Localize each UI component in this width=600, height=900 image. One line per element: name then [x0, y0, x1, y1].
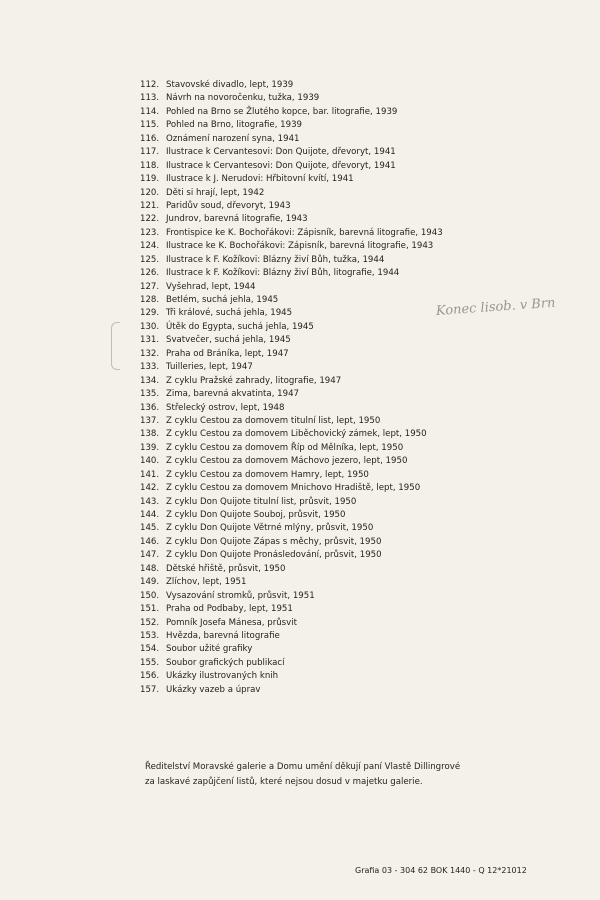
catalog-item-number: 127.	[140, 281, 160, 292]
catalog-item-title: Praha od Bráníka, lept, 1947	[166, 348, 289, 359]
catalog-item-title: Z cyklu Cestou za domovem Mnichovo Hradiště, lept, 1950	[166, 483, 421, 494]
catalog-item	[140, 213, 500, 226]
catalog-item-number: 133.	[140, 362, 160, 373]
catalog-item	[140, 509, 500, 522]
catalog-item-number: 125.	[140, 254, 160, 265]
catalog-item-number: 141.	[140, 469, 160, 480]
catalog-item-number: 151.	[140, 604, 160, 615]
catalog-item	[140, 536, 500, 549]
catalog-item-number: 115.	[140, 120, 160, 131]
catalog-item-number: 137.	[140, 415, 160, 426]
catalog-item-title: Z cyklu Cestou za domovem Hamry, lept, 1950	[166, 469, 369, 480]
catalog-item	[140, 321, 500, 334]
catalog-item	[140, 428, 500, 441]
catalog-item-number: 147.	[140, 550, 160, 561]
catalog-item	[140, 590, 500, 603]
catalog-item-title: Zima, barevná akvatinta, 1947	[166, 389, 300, 400]
catalog-item	[140, 267, 500, 280]
catalog-item	[140, 375, 500, 388]
catalog-item-number: 131.	[140, 335, 160, 346]
catalog-item-title: Ilustrace ke K. Bochořákovi: Zápisník, barevná litografie, 1943	[166, 241, 434, 252]
catalog-item-title: Střelecký ostrov, lept, 1948	[166, 402, 285, 413]
catalog-item-title: Z cyklu Don Quijote Pronásledování, průsvit, 1950	[166, 550, 382, 561]
catalog-item	[140, 240, 500, 253]
catalog-item-number: 138.	[140, 429, 160, 440]
catalog-item	[140, 643, 500, 656]
catalog-item-number: 144.	[140, 510, 160, 520]
catalog-item	[140, 119, 500, 132]
catalog-item-number: 123.	[140, 227, 160, 238]
catalog-item-title: Z cyklu Don Quijote Zápas s měchy, průsvit, 1950	[166, 536, 382, 547]
pencil-bracket-mark	[111, 322, 120, 370]
catalog-item-title: Ilustrace k Cervantesovi: Don Quijote, dřevoryt, 1941	[166, 160, 396, 171]
catalog-item-title: Soubor užité grafiky	[166, 644, 253, 655]
catalog-item-title: Praha od Podbaby, lept, 1951	[166, 604, 293, 615]
catalog-item	[140, 455, 500, 468]
catalog-item-number: 148.	[140, 563, 160, 574]
acknowledgement-line-2: za laskavé zapůjčení listů, které nejsou dosud v majetku galerie.	[145, 777, 423, 787]
catalog-item	[140, 160, 500, 173]
catalog-item-title: Stavovské divadlo, lept, 1939	[166, 80, 294, 90]
catalog-item-number: 157.	[140, 684, 160, 695]
catalog-item	[140, 522, 500, 535]
catalog-item-title: Dětské hřiště, průsvit, 1950	[166, 563, 286, 574]
catalog-item-number: 114.	[140, 106, 160, 117]
catalog-item	[140, 670, 500, 683]
catalog-item-number: 121.	[140, 200, 160, 211]
catalog-item-title: Pohled na Brno, litografie, 1939	[166, 120, 303, 131]
catalog-item-title: Betlém, suchá jehla, 1945	[166, 295, 279, 305]
handwritten-note: Konec lisob. v Brn	[435, 295, 556, 319]
catalog-item	[140, 563, 500, 576]
catalog-item	[140, 227, 500, 240]
catalog-item-title: Z cyklu Cestou za domovem Říp od Mělníka, lept, 1950	[166, 442, 404, 453]
catalog-item-number: 156.	[140, 671, 160, 682]
catalog-item-number: 124.	[140, 241, 160, 252]
catalog-item-number: 152.	[140, 617, 160, 628]
acknowledgement-text	[145, 760, 565, 790]
catalog-item	[140, 200, 500, 213]
catalog-item	[140, 617, 500, 630]
catalog-item-title: Ilustrace k Cervantesovi: Don Quijote, dřevoryt, 1941	[166, 147, 396, 158]
catalog-item-title: Hvězda, barevná litografie	[166, 630, 280, 641]
catalog-item-title: Zlíchov, lept, 1951	[166, 577, 247, 588]
catalog-item-title: Jundrov, barevná litografie, 1943	[166, 214, 308, 225]
catalog-item-number: 112.	[140, 80, 160, 90]
printer-imprint: Grafia 03 - 304 62 BOK 1440 - Q 12*21012	[355, 866, 527, 875]
catalog-item-title: Vysazování stromků, průsvit, 1951	[166, 590, 315, 601]
catalog-item-title: Ukázky ilustrovaných knih	[166, 671, 279, 682]
acknowledgement-line-1: Ředitelství Moravské galerie a Domu umění děkují paní Vlastě Dillingrové	[145, 762, 461, 772]
catalog-item-number: 120.	[140, 187, 160, 198]
catalog-item-title: Frontispice ke K. Bochořákovi: Zápisník, barevná litografie, 1943	[166, 227, 443, 238]
catalog-item-title: Z cyklu Cestou za domovem Máchovo jezero, lept, 1950	[166, 456, 408, 467]
catalog-item-title: Soubor grafických publikací	[166, 657, 285, 668]
catalog-item-title: Ilustrace k F. Kožíkovi: Blázny živí Bůh, litografie, 1944	[166, 268, 400, 279]
catalog-item	[140, 482, 500, 495]
catalog-item-title: Z cyklu Don Quijote Souboj, průsvit, 1950	[166, 510, 346, 520]
catalog-item-number: 140.	[140, 456, 160, 467]
catalog-item	[140, 187, 500, 200]
catalog-item-number: 136.	[140, 402, 160, 413]
catalog-item	[140, 415, 500, 428]
catalog-item-number: 134.	[140, 375, 160, 386]
catalog-item-number: 142.	[140, 483, 160, 494]
catalog-item	[140, 334, 500, 347]
catalog-item	[140, 281, 500, 294]
catalog-item-title: Z cyklu Pražské zahrady, litografie, 1947	[166, 375, 342, 386]
catalog-item-number: 129.	[140, 308, 160, 319]
catalog-item-number: 155.	[140, 657, 160, 668]
catalog-item-title: Z cyklu Don Quijote Větrné mlýny, průsvit, 1950	[166, 523, 374, 534]
catalog-item	[140, 173, 500, 186]
catalog-item-number: 139.	[140, 442, 160, 453]
catalog-item-number: 143.	[140, 496, 160, 507]
catalog-item	[140, 348, 500, 361]
catalog-item-title: Pohled na Brno se Žlutého kopce, bar. litografie, 1939	[166, 106, 398, 117]
catalog-item-number: 130.	[140, 321, 160, 332]
catalog-item	[140, 549, 500, 562]
catalog-item-number: 113.	[140, 93, 160, 104]
catalog-item-number: 153.	[140, 630, 160, 641]
catalog-item	[140, 146, 500, 159]
catalog-item-number: 146.	[140, 536, 160, 547]
catalog-item	[140, 496, 500, 509]
catalog-item-title: Tři králové, suchá jehla, 1945	[166, 308, 293, 319]
catalog-item-title: Ilustrace k F. Kožíkovi: Blázny živí Bůh, tužka, 1944	[166, 254, 385, 265]
catalog-item-title: Paridův soud, dřevoryt, 1943	[166, 200, 291, 211]
catalog-item-title: Návrh na novoročenku, tužka, 1939	[166, 93, 320, 104]
catalog-item	[140, 630, 500, 643]
catalog-item-number: 117.	[140, 147, 160, 158]
catalog-item-title: Z cyklu Cestou za domovem Liběchovický zámek, lept, 1950	[166, 429, 427, 440]
catalog-item-title: Ilustrace k J. Nerudovi: Hřbitovní kvítí, 1941	[166, 174, 354, 185]
catalog-item-title: Svatvečer, suchá jehla, 1945	[166, 335, 291, 346]
catalog-item-number: 132.	[140, 348, 160, 359]
catalog-item-number: 118.	[140, 160, 160, 171]
catalog-item-title: Tuilleries, lept, 1947	[166, 362, 253, 373]
catalog-item-title: Ukázky vazeb a úprav	[166, 684, 261, 695]
catalog-item-number: 116.	[140, 133, 160, 144]
catalog-item-number: 150.	[140, 590, 160, 601]
catalog-item	[140, 106, 500, 119]
catalog-item-title: Děti si hrají, lept, 1942	[166, 187, 265, 198]
catalog-item	[140, 442, 500, 455]
catalog-item-title: Pomník Josefa Mánesa, průsvit	[166, 617, 298, 628]
catalog-item-number: 135.	[140, 389, 160, 400]
catalog-item	[140, 92, 500, 105]
catalog-item	[140, 603, 500, 616]
catalog-item	[140, 254, 500, 267]
catalog-item-title: Útěk do Egypta, suchá jehla, 1945	[166, 321, 314, 332]
catalog-list	[140, 79, 500, 697]
catalog-item	[140, 361, 500, 374]
catalog-item-title: Z cyklu Don Quijote titulní list, průsvit, 1950	[166, 496, 357, 507]
catalog-item	[140, 79, 500, 92]
catalog-item-number: 119.	[140, 174, 160, 185]
catalog-item-number: 128.	[140, 295, 160, 305]
catalog-item-number: 145.	[140, 523, 160, 534]
catalog-item	[140, 576, 500, 589]
catalog-item-title: Oznámení narození syna, 1941	[166, 133, 300, 144]
catalog-item-number: 149.	[140, 577, 160, 588]
catalog-item	[140, 402, 500, 415]
catalog-item	[140, 657, 500, 670]
catalog-item	[140, 469, 500, 482]
catalog-item-number: 122.	[140, 214, 160, 225]
catalog-item-title: Z cyklu Cestou za domovem titulní list, lept, 1950	[166, 415, 381, 426]
catalog-item	[140, 133, 500, 146]
catalog-item-title: Vyšehrad, lept, 1944	[166, 281, 256, 292]
catalog-item-number: 126.	[140, 268, 160, 279]
catalog-item-number: 154.	[140, 644, 160, 655]
catalog-item	[140, 684, 500, 697]
catalog-item	[140, 388, 500, 401]
